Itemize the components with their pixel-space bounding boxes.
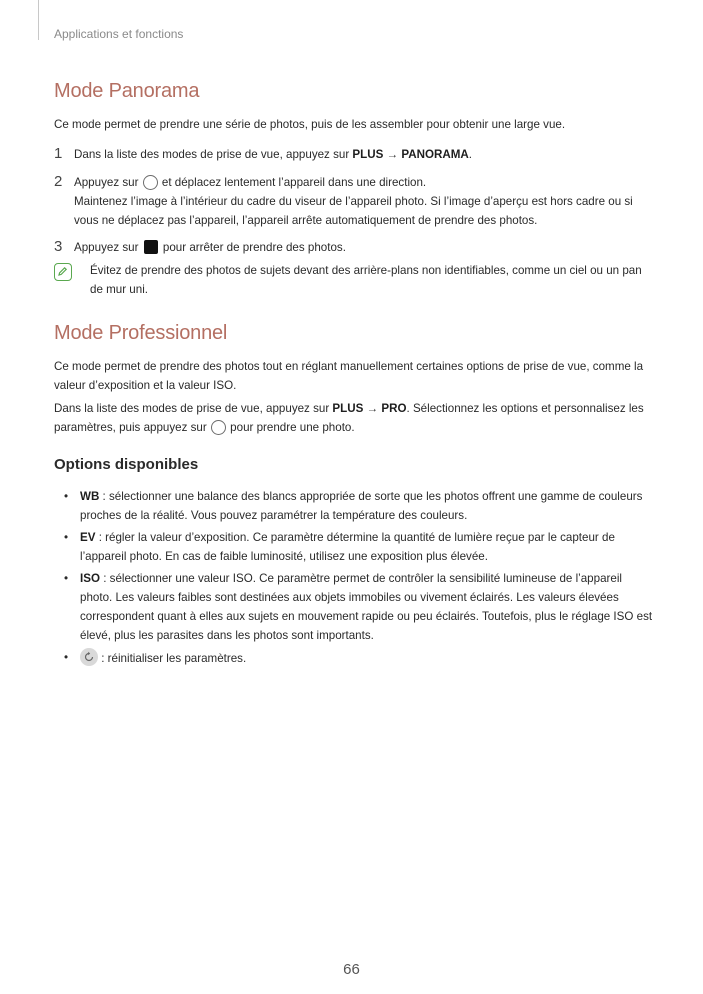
panorama-step-1	[54, 145, 654, 164]
bullet: •	[64, 490, 69, 503]
step-text: Appuyez sur	[74, 176, 142, 189]
pro-instr-text: Dans la liste des modes de prise de vue, appuyez sur	[54, 402, 333, 415]
shutter-ring-icon	[211, 420, 226, 435]
option-text: : régler la valeur d’exposition. Ce paramètre détermine la quantité de lumière reçue par le capteur de l’appareil photo. En cas de faible luminosité, utilisez une exposition plus élevée.	[80, 531, 615, 563]
panorama-note	[54, 261, 654, 299]
note-text: Évitez de prendre des photos de sujets devant des arrière-plans non identifiables, comme un ciel ou un pan de mur uni.	[90, 264, 642, 296]
pro-intro-block	[54, 357, 654, 395]
page-number: 66	[343, 961, 360, 978]
header-rule	[38, 0, 39, 40]
list-item-iso	[54, 569, 654, 645]
step-text-end: et déplacez lentement l’appareil dans une direction.	[158, 176, 427, 189]
note-pencil-icon	[54, 263, 72, 281]
step-number: 3	[54, 238, 63, 255]
reset-text: : réinitialiser les paramètres.	[98, 652, 247, 665]
step-number: 1	[54, 145, 63, 162]
option-label: WB	[80, 490, 100, 503]
options-title: Options disponibles	[54, 456, 199, 473]
step-number: 2	[54, 173, 63, 190]
panorama-step-3	[54, 238, 654, 257]
options-list	[54, 487, 654, 668]
arrow: →	[383, 148, 402, 161]
step-text: Appuyez sur	[74, 241, 142, 254]
bullet: •	[64, 651, 69, 664]
pro-instructions	[54, 399, 654, 437]
step-detail: Maintenez l’image à l’intérieur du cadre du viseur de l’appareil photo. Si l’image d’aperçu est hors cadre ou si vous ne déplacez pas l’appareil, l’appareil arrête automatiquement de prendre des photos.	[74, 195, 633, 227]
list-item-wb	[54, 487, 654, 525]
options-heading-block	[54, 455, 654, 474]
bullet: •	[64, 531, 69, 544]
option-label: EV	[80, 531, 96, 544]
pro-instructions-block	[54, 399, 654, 437]
chapter-header: Applications et fonctions	[54, 27, 184, 41]
option-label: ISO	[80, 572, 100, 585]
panorama-step-2	[54, 173, 654, 230]
pro-label: PRO	[381, 402, 407, 415]
stop-square-icon	[144, 240, 158, 254]
panorama-intro-block	[54, 115, 654, 134]
panorama-title: Mode Panorama	[54, 80, 200, 102]
pro-section	[54, 324, 654, 343]
step-text-end: .	[468, 148, 473, 161]
option-text: : sélectionner une valeur ISO. Ce paramètre permet de contrôler la sensibilité lumineuse de l’appareil photo. Les valeurs faibles sont destinées aux objets immobiles ou vivement éclairés. Les valeurs élevées correspondent quant à elles aux sujets en mouvement rapide ou peu éclairés. Toutefois, plus le réglage ISO est élevé, plus les parasites dans les photos sont importants.	[80, 572, 653, 642]
bullet: •	[64, 572, 69, 585]
pro-title: Mode Professionnel	[54, 322, 228, 344]
step-text: Dans la liste des modes de prise de vue, appuyez sur	[74, 148, 353, 161]
list-item-reset	[54, 648, 654, 668]
reset-icon	[80, 648, 98, 666]
plus-label: PLUS	[332, 402, 364, 415]
pro-instr-text-end: pour prendre une photo.	[226, 421, 355, 434]
option-text: : sélectionner une balance des blancs appropriée de sorte que les photos offrent une gamme de couleurs proches de la réalité. Vous pouvez paramétrer la température des couleurs.	[80, 490, 643, 522]
shutter-ring-icon	[143, 175, 158, 190]
step-text-end: pour arrêter de prendre des photos.	[159, 241, 346, 254]
panorama-section	[54, 82, 654, 101]
options-list-block	[54, 487, 654, 671]
panorama-intro: Ce mode permet de prendre une série de photos, puis de les assembler pour obtenir une large vue.	[54, 118, 566, 131]
arrow: →	[363, 402, 382, 415]
pro-instr-text-mid: . Sélectionnez les options et personnalisez les paramètres, puis appuyez sur	[54, 402, 644, 434]
panorama-label: PANORAMA	[401, 148, 469, 161]
list-item-ev	[54, 528, 654, 566]
pro-intro: Ce mode permet de prendre des photos tout en réglant manuellement certaines options de prise de vue, comme la valeur d’exposition et la valeur ISO.	[54, 360, 644, 392]
plus-label: PLUS	[352, 148, 384, 161]
